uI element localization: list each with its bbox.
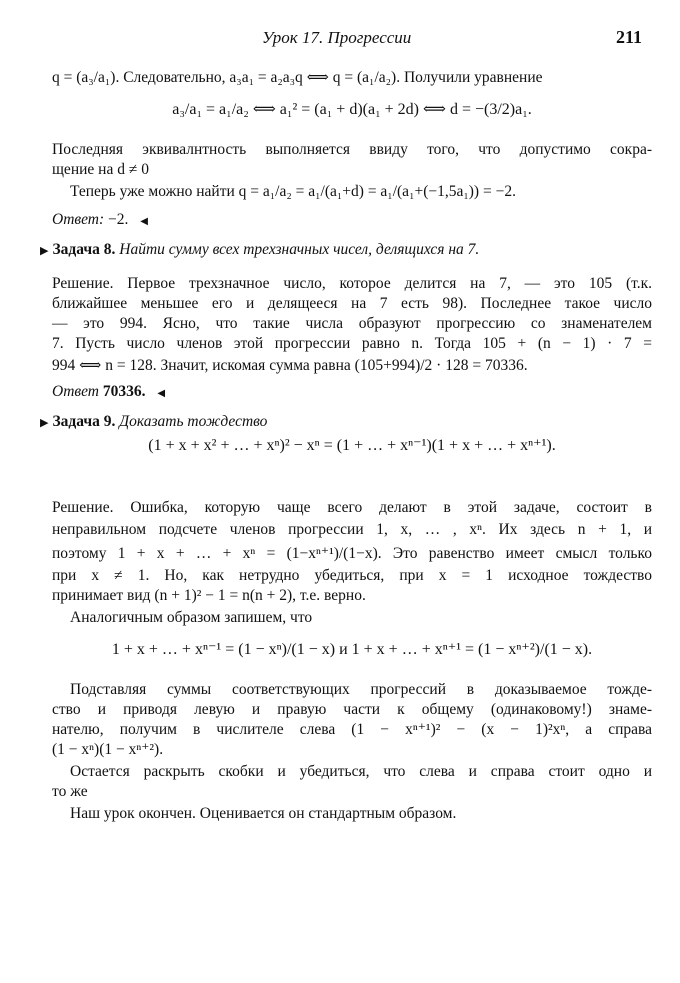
formula-line: 1 + x + … + xⁿ⁻¹ = (1 − xⁿ)/(1 − x) и 1 + x + … + xⁿ⁺¹ = (1 − xⁿ⁺²)/(1 − x). [111, 641, 593, 658]
text-line: неправильном подсчете членов прогрессии 1, x, … , xⁿ. Их здесь n + 1, и [52, 521, 652, 538]
text-line: нателю, получим в числителе слева (1 − xⁿ⁺¹)² − (x − 1)²xⁿ, а справа [52, 721, 652, 738]
text-line: щение на d ≠ 0 [52, 161, 149, 178]
task-label: Задача 9. [52, 413, 116, 430]
text-line: Наш урок окончен. Оценивается он стандартным образом. [70, 805, 457, 822]
answer-value: −2. [108, 211, 129, 228]
task-9-heading [40, 412, 640, 433]
formula-line: (1 + x + x² + … + xⁿ)² − xⁿ = (1 + … + xⁿ⁻¹)(1 + x + … + xⁿ⁺¹). [148, 437, 556, 454]
task-8-heading [40, 240, 640, 261]
task-statement: Доказать тождество [119, 413, 268, 430]
task-marker-icon: ▶ [40, 417, 49, 429]
end-marker-icon: ◀ [157, 388, 166, 399]
text-line: то же [52, 783, 88, 800]
text-line: Остается раскрыть скобки и убедиться, что слева и справа стоит одно и [70, 763, 652, 780]
end-marker-icon: ◀ [140, 216, 148, 227]
page-number: 211 [615, 27, 642, 47]
text-line: — это 994. Ясно, что такие числа образуют прогрессию со знаменателем [52, 315, 652, 332]
text-line: Теперь уже можно найти q = a₁/a₂ = a₁/(a₁+d) = a₁/(a₁+(−1,5a₁)) = −2. [70, 183, 516, 200]
text-line: Решение. Первое трехзначное число, которое делится на 7, — это 105 (т.к. [52, 275, 652, 292]
text-line: Аналогичным образом запишем, что [70, 609, 313, 626]
text-line: Подставляя суммы соответствующих прогрессий в доказываемое тожде- [70, 681, 652, 698]
text-line: Решение. Ошибка, которую чаще всего делают в этой задаче, состоит в [52, 499, 652, 516]
text-line: (1 − xⁿ)(1 − xⁿ⁺²). [52, 741, 164, 758]
answer-label: Ответ: [52, 211, 105, 228]
page-header [0, 28, 680, 52]
text-line: принимает вид (n + 1)² − 1 = n(n + 2), т.е. верно. [52, 587, 366, 604]
running-head: Урок 17. Прогрессии [262, 28, 412, 47]
text-line: ство и приводя левую и правую части к общему (одинаковому!) знаме- [52, 701, 652, 718]
text-line: при x ≠ 1. Но, как нетрудно убедиться, при x = 1 исходное тождество [52, 567, 652, 584]
formula-line: a₃/a₁ = a₁/a₂ ⟺ a₁² = (a₁ + d)(a₁ + 2d) ⟺ d = −(3/2)a₁. [172, 101, 532, 118]
task-statement: Найти сумму всех трехзначных чисел, делящихся на 7. [119, 241, 480, 258]
answer-line [52, 382, 652, 404]
text-line: 994 ⟺ n = 128. Значит, искомая сумма равна (105+994)/2 · 128 = 70336. [52, 357, 528, 374]
text-line: 7. Пусть число членов этой прогрессии равно n. Тогда 105 + (n − 1) · 7 = [52, 335, 652, 352]
text-line: q = (a₃/a₁). Следовательно, a₃a₁ = a₂a₃q ⟺ q = (a₁/a₂). Получили уравнение [52, 69, 543, 86]
task-marker-icon: ▶ [40, 245, 49, 257]
answer-value: 70336. [102, 383, 146, 400]
text-line: поэтому 1 + x + … + xⁿ = (1−xⁿ⁺¹)/(1−x). Это равенство имеет смысл только [52, 545, 652, 562]
task-label: Задача 8. [52, 241, 116, 258]
text-line: ближайшее меньшее его и делящееся на 7 есть 98). Последнее такое число [52, 295, 652, 312]
answer-label: Ответ [52, 383, 99, 400]
answer-line [52, 210, 652, 232]
text-line: Последняя эквивалнтность выполняется ввиду того, что допустимо сокра- [52, 141, 652, 158]
